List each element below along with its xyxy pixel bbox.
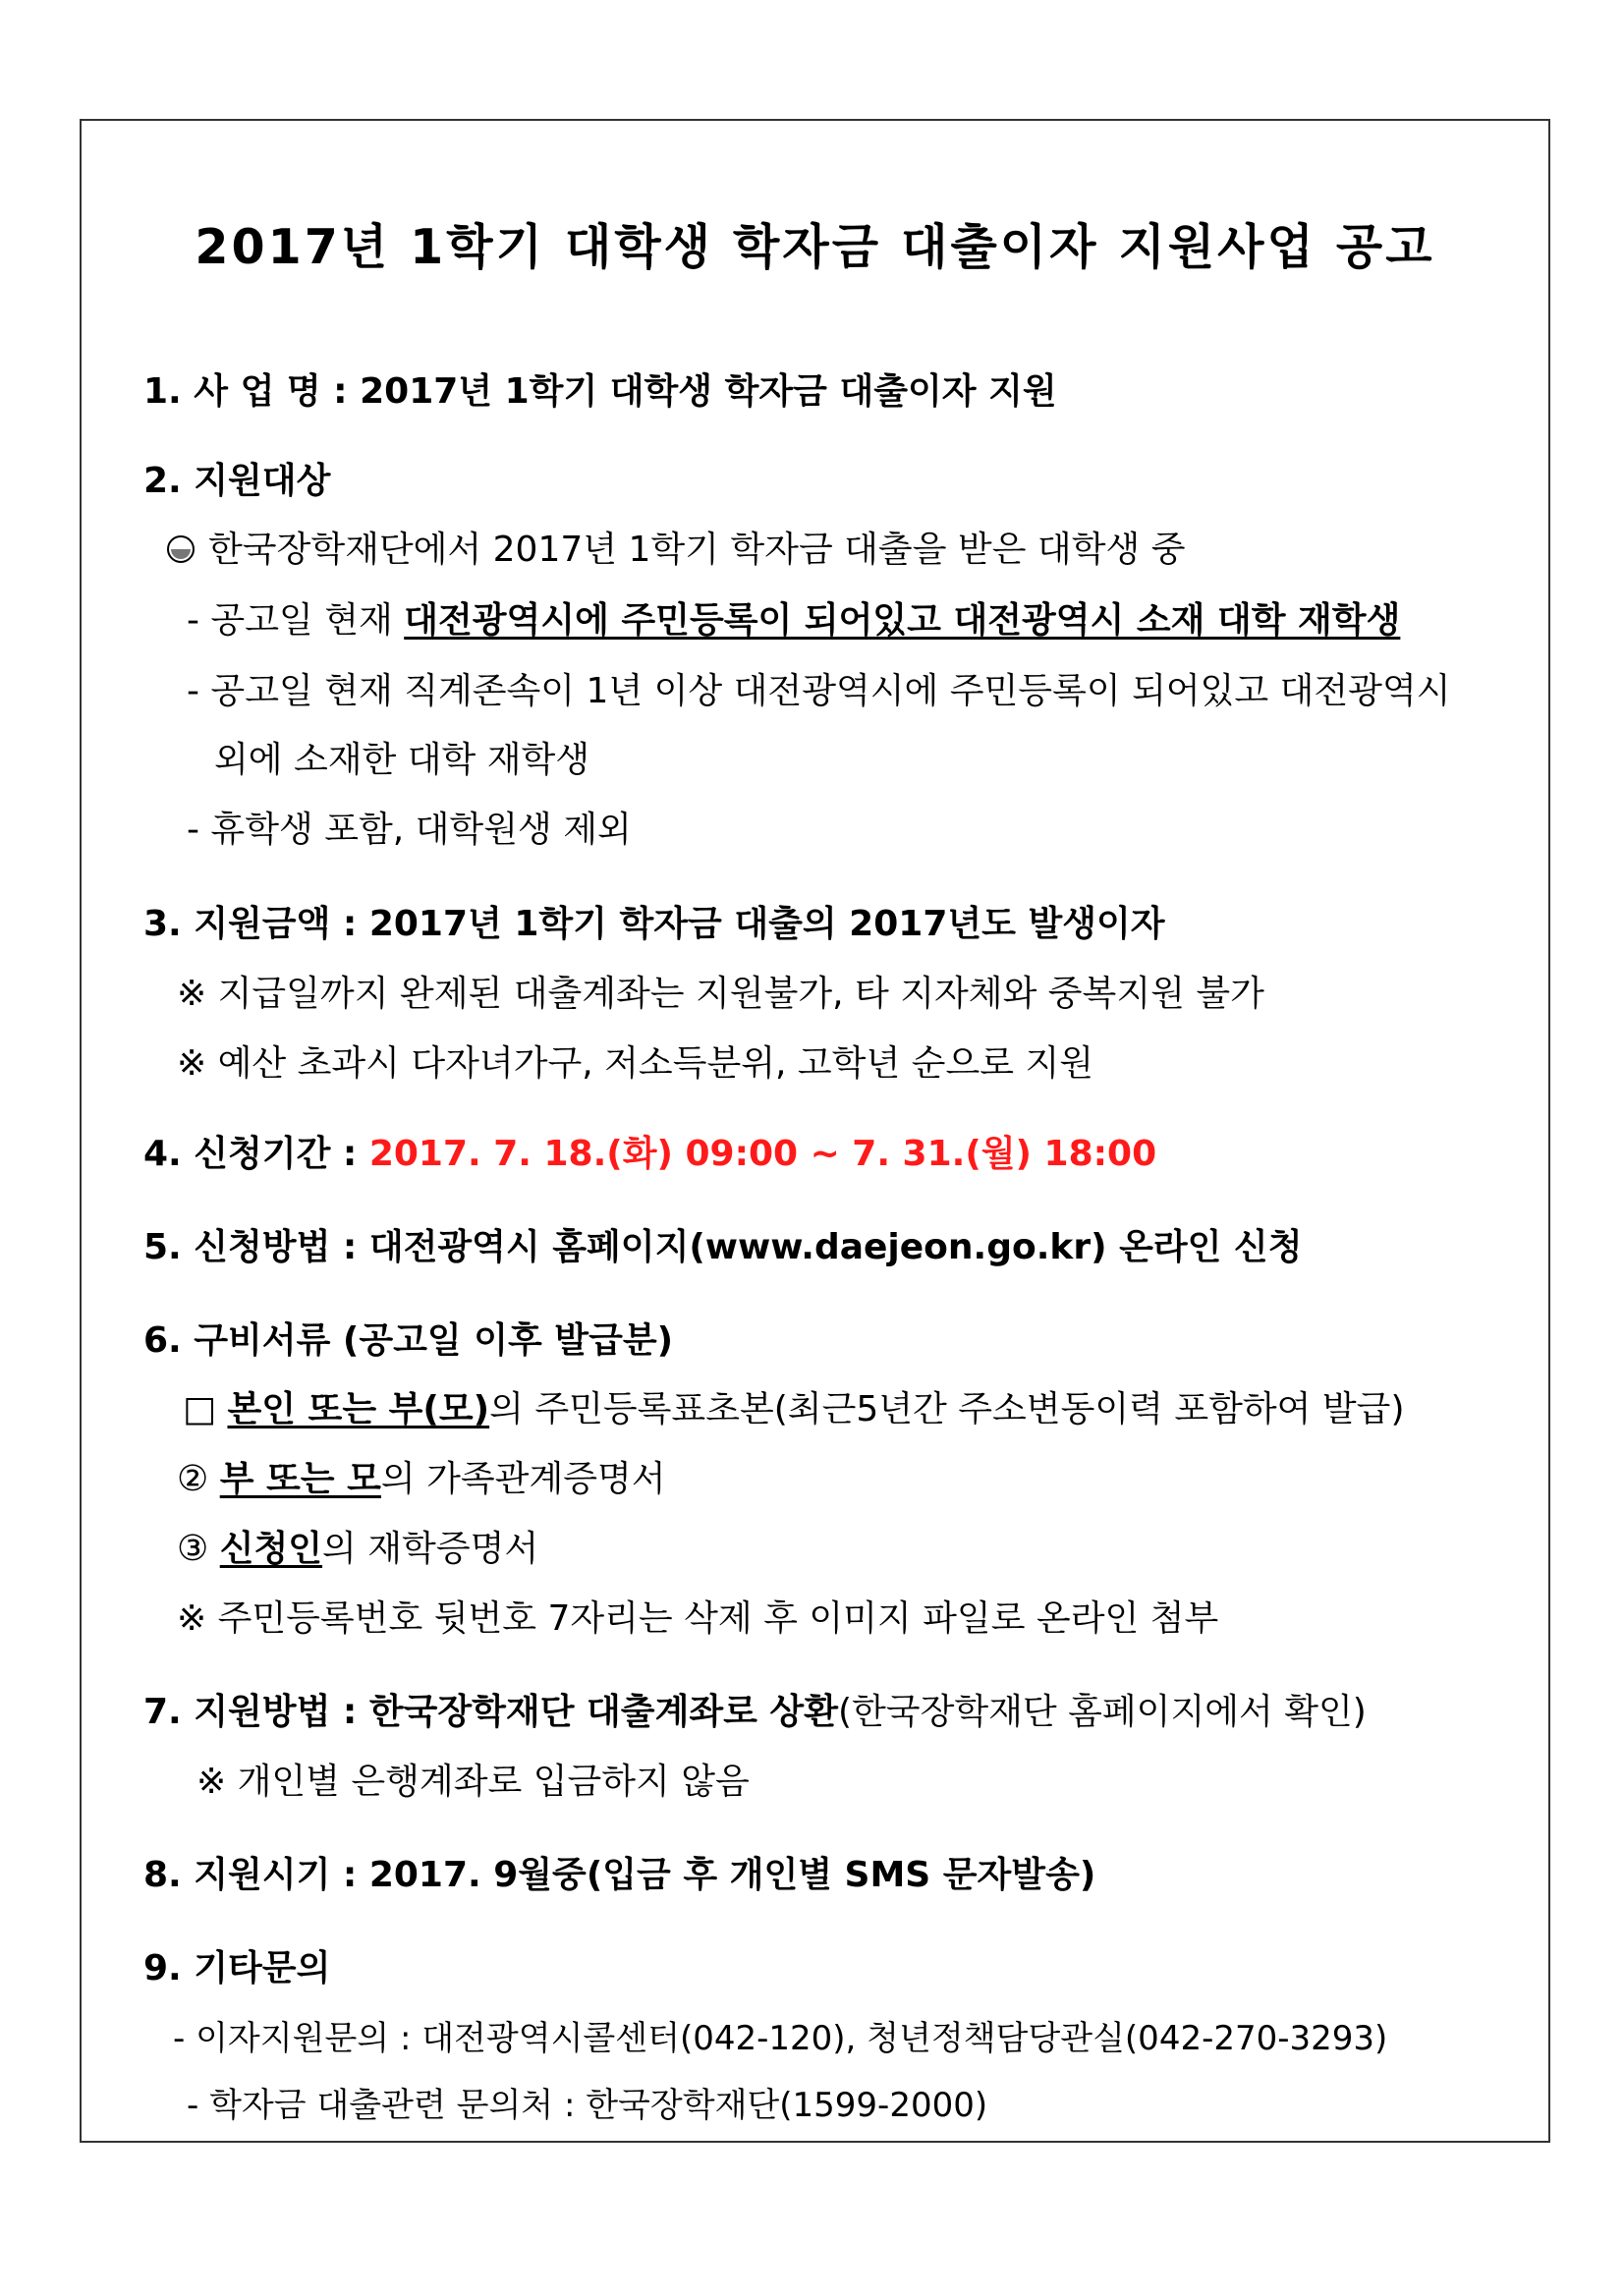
section-4-heading: 4. 신청기간 : 2017. 7. 18.(화) 09:00 ~ 7. 31.(월) 18:00 [143,1134,1157,1174]
section-7-heading: 7. 지원방법 : 한국장학재단 대출계좌로 상환(한국장학재단 홈페이지에서 확인) [143,1692,1367,1732]
section-5-heading: 5. 신청방법 : 대전광역시 홈페이지(www.daejeon.go.kr) 온라인 신청 [143,1227,1303,1267]
section-9-heading: 9. 기타문의 [143,1948,331,1988]
target-bullet-line: 한국장학재단에서 2017년 1학기 학자금 대출을 받은 대학생 중 [167,526,1185,575]
contact-1: - 이자지원문의 : 대전광역시콜센터(042-120), 청년정책담당관실(042-270-3293) [173,2019,1388,2058]
contact-2: - 학자금 대출관련 문의처 : 한국장학재단(1599-2000) [187,2086,988,2125]
method-note: ※ 개인별 은행계좌로 입금하지 않음 [196,1762,750,1802]
application-period: 2017. 7. 18.(화) 09:00 ~ 7. 31.(월) 18:00 [368,1134,1157,1174]
required-doc-2: ② 부 또는 모의 가족관계증명서 [177,1459,666,1499]
documents-note: ※ 주민등록번호 뒷번호 7자리는 삭제 후 이미지 파일로 온라인 첨부 [177,1598,1219,1639]
target-item-1: - 공고일 현재 대전광역시에 주민등록이 되어있고 대전광역시 소재 대학 재학생 [187,600,1401,641]
section-1-heading: 1. 사 업 명 : 2017년 1학기 대학생 학자금 대출이자 지원 [143,371,1057,412]
circle-bullet-icon [167,535,195,563]
section-8-heading: 8. 지원시기 : 2017. 9월중(입금 후 개인별 SMS 문자발송) [143,1855,1096,1895]
page-title: 2017년 1학기 대학생 학자금 대출이자 지원사업 공고 [195,219,1435,275]
target-item-2a: - 공고일 현재 직계존속이 1년 이상 대전광역시에 주민등록이 되어있고 대전광역시 [187,671,1451,711]
section-6-heading: 6. 구비서류 (공고일 이후 발급분) [143,1320,674,1361]
section-3-heading: 3. 지원금액 : 2017년 1학기 학자금 대출의 2017년도 발생이자 [143,904,1165,944]
section-2-heading: 2. 지원대상 [143,461,331,501]
circled-two-icon: ② [177,1459,220,1499]
required-doc-1: □ 본인 또는 부(모)의 주민등록표초본(최근5년간 주소변동이력 포함하여 발급) [183,1389,1405,1429]
amount-note-2: ※ 예산 초과시 다자녀가구, 저소득분위, 고학년 순으로 지원 [177,1043,1094,1084]
required-doc-3: ③ 신청인의 재학증명서 [177,1529,539,1569]
checkbox-square-icon: □ [183,1389,228,1429]
target-item-2b: 외에 소재한 대학 재학생 [214,740,590,780]
circled-three-icon: ③ [177,1529,220,1569]
amount-note-1: ※ 지급일까지 완제된 대출계좌는 지원불가, 타 지자체와 중복지원 불가 [177,974,1264,1014]
target-item-3: - 휴학생 포함, 대학원생 제외 [187,810,632,850]
